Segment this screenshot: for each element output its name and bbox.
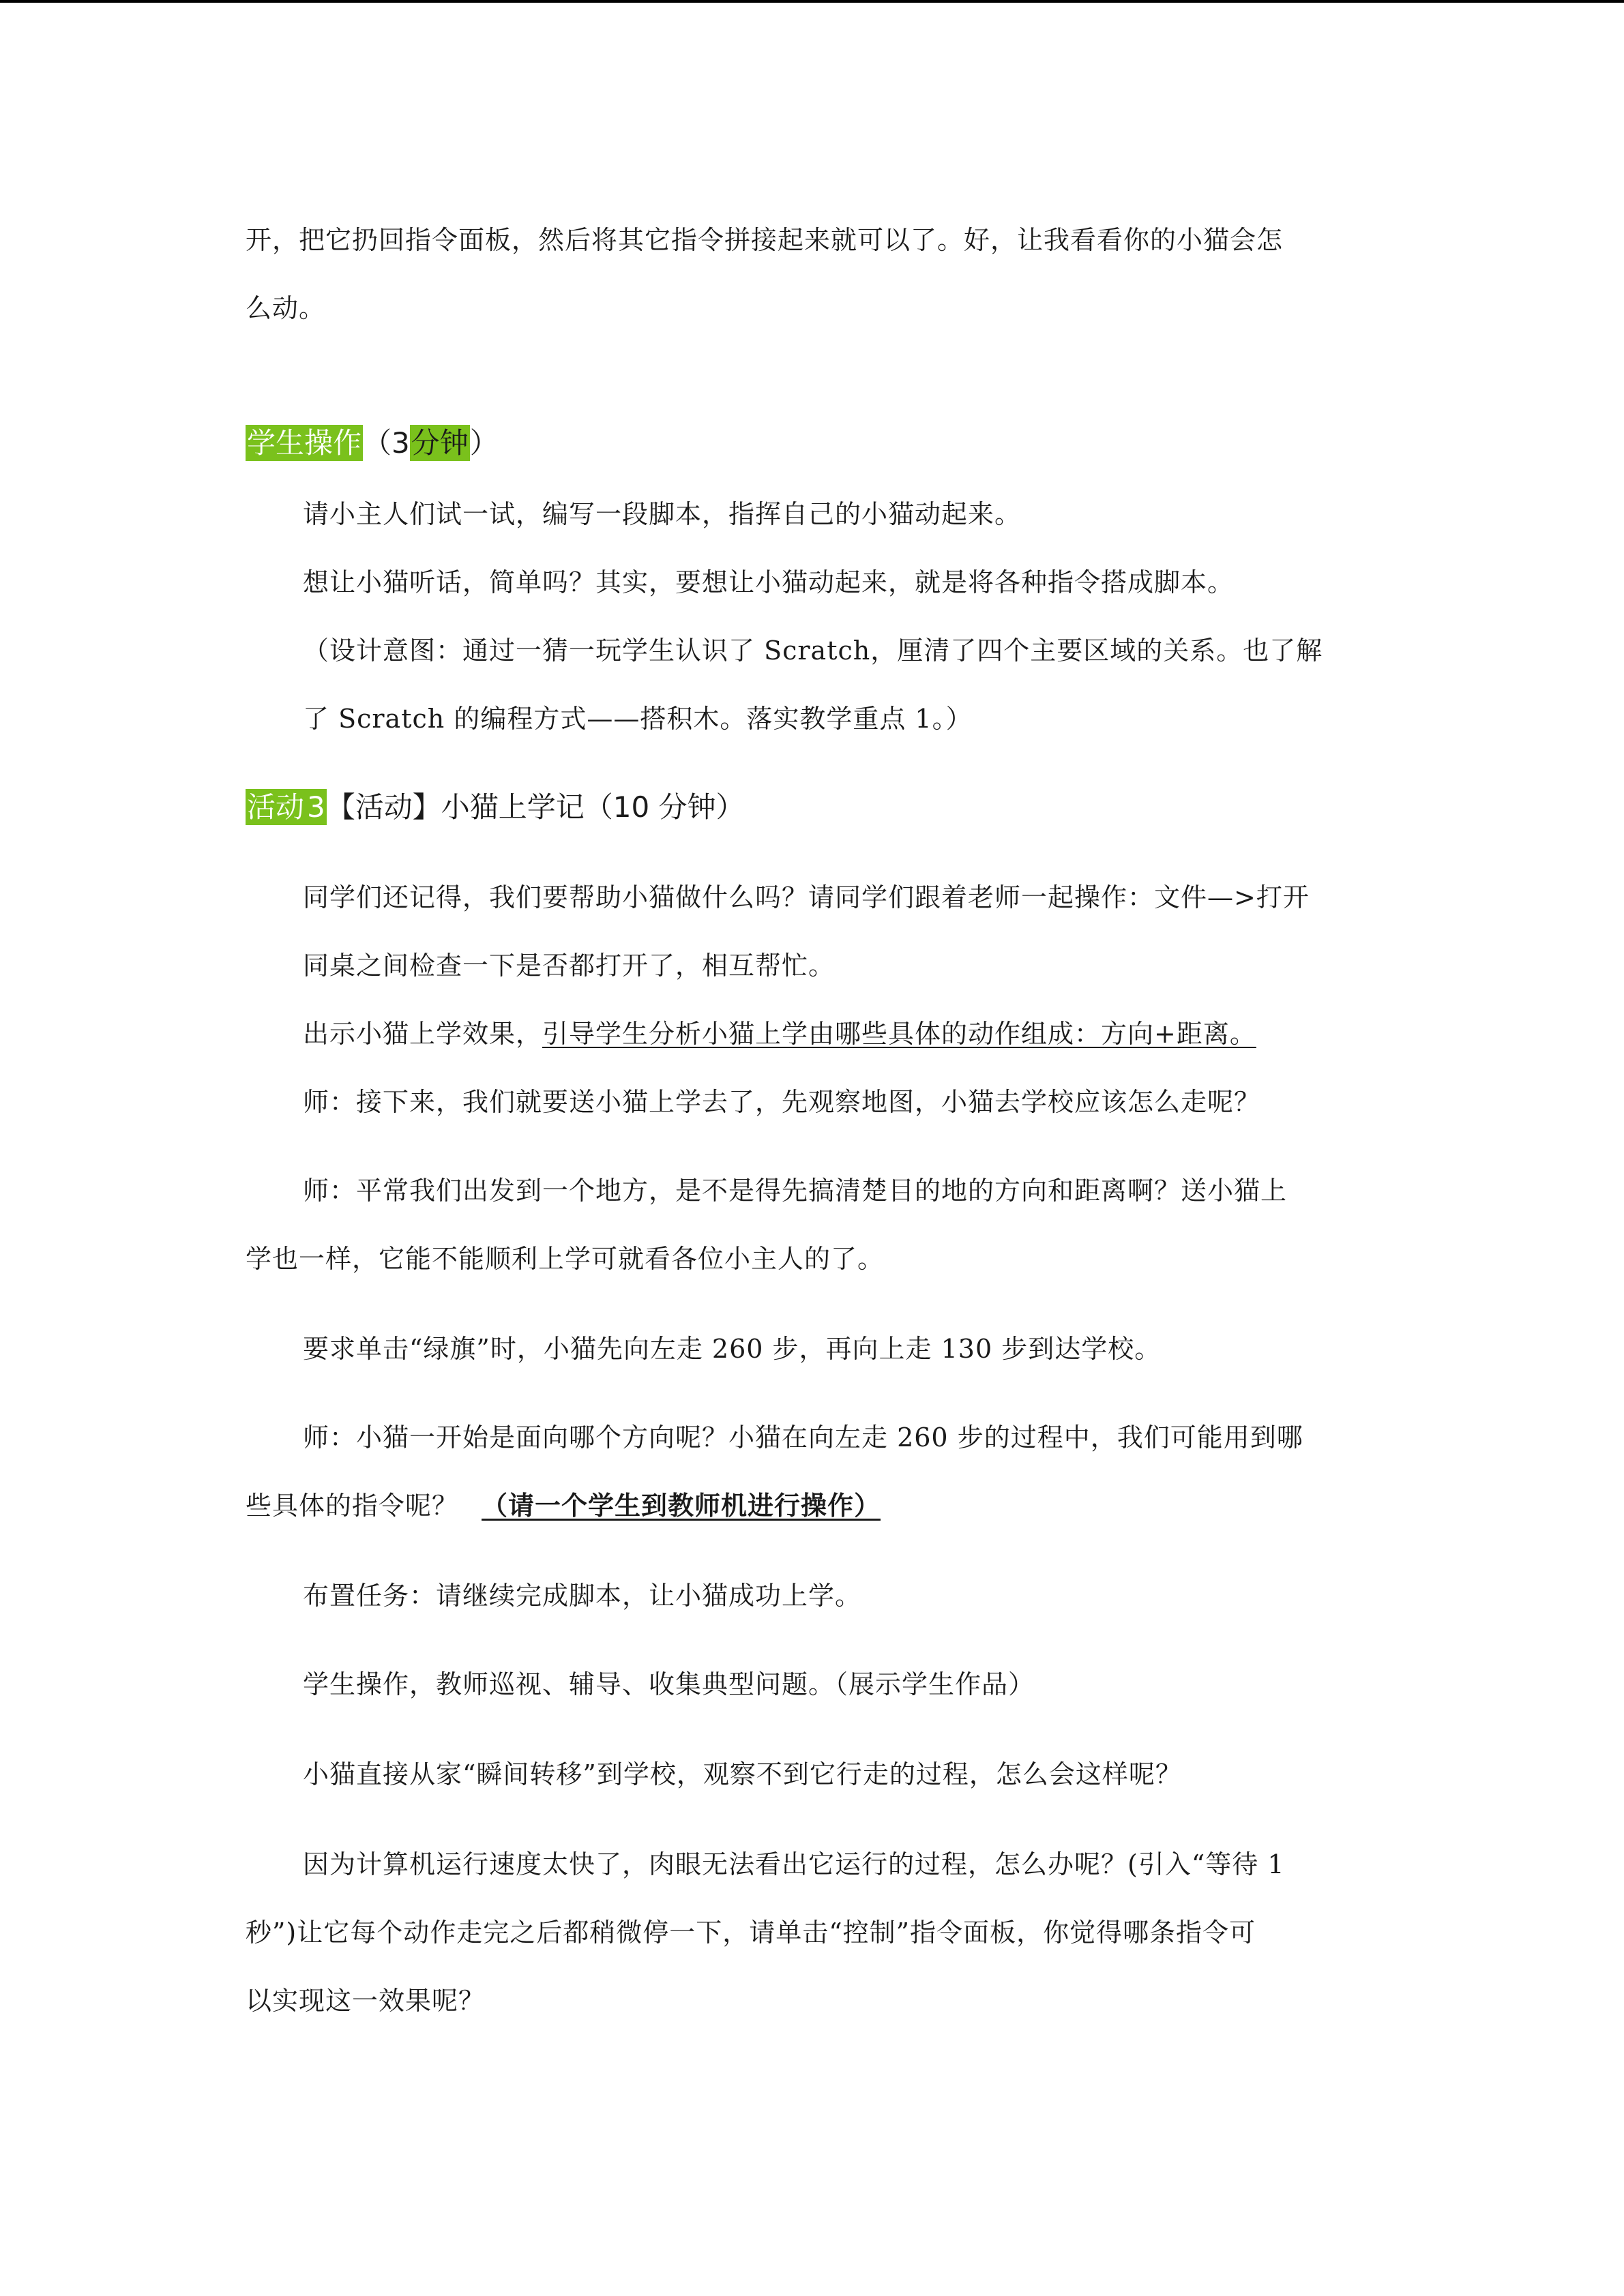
section1-design-note-line-1: （设计意图：通过一猜一玩学生认识了 Scratch，厘清了四个主要区域的关系。也了解	[303, 636, 1323, 666]
section2-paragraph-11-line-3: 以实现这一效果呢？	[246, 1986, 486, 2016]
effect-demo-text: 出示小猫上学效果，	[303, 1019, 543, 1049]
section1-design-note-line-2: 了 Scratch 的编程方式——搭积木。落实教学重点 1。）	[303, 704, 973, 734]
section1-paragraph-2: 想让小猫听话，简单吗？其实，要想让小猫动起来，就是将各种指令搭成脚本。	[303, 567, 1235, 597]
intro-line-2: 么动。	[246, 293, 326, 323]
heading-minutes-number: 3	[392, 426, 410, 460]
section2-paragraph-10: 小猫直接从家“瞬间转移”到学校，观察不到它行走的过程，怎么会这样呢？	[303, 1759, 1182, 1789]
section2-paragraph-6: 要求单击“绿旗”时，小猫先向左走 260 步，再向上走 130 步到达学校。	[303, 1334, 1162, 1364]
section2-paragraph-7-line-1: 师：小猫一开始是面向哪个方向呢？小猫在向左走 260 步的过程中，我们可能用到哪	[303, 1422, 1303, 1452]
section-heading-activity-3	[246, 786, 745, 829]
activity-highlight-label: 活动	[247, 790, 305, 824]
section2-paragraph-3	[303, 1015, 1256, 1053]
section2-paragraph-9: 学生操作，教师巡视、辅导、收集典型问题。（展示学生作品）	[303, 1669, 1035, 1699]
section-heading-student-operation	[246, 421, 499, 465]
underlined-guide-text: 引导学生分析小猫上学由哪些具体的动作组成：方向+距离。	[542, 1019, 1256, 1049]
activity-number: 3	[307, 790, 325, 824]
section1-paragraph-1: 请小主人们试一试，编写一段脚本，指挥自己的小猫动起来。	[303, 499, 1022, 529]
activity-title: 【活动】小猫上学记（10 分钟）	[326, 790, 745, 824]
question-text: 些具体的指令呢？	[246, 1491, 459, 1521]
heading-minutes-unit: 分钟	[411, 426, 469, 460]
intro-line-1: 开，把它扔回指令面板，然后将其它指令拼接起来就可以了。好，让我看看你的小猫会怎	[246, 225, 1284, 255]
section2-paragraph-4: 师：接下来，我们就要送小猫上学去了，先观察地图，小猫去学校应该怎么走呢？	[303, 1087, 1261, 1117]
section2-paragraph-5-line-2: 学也一样，它能不能顺利上学可就看各位小主人的了。	[246, 1244, 885, 1274]
section2-paragraph-11-line-1: 因为计算机运行速度太快了，肉眼无法看出它运行的过程，怎么办呢？(引入“等待 1	[303, 1849, 1285, 1879]
section2-paragraph-8: 布置任务：请继续完成脚本，让小猫成功上学。	[303, 1581, 862, 1611]
heading-paren-open: （	[363, 426, 392, 460]
heading-highlight-label: 学生操作	[247, 426, 362, 460]
section2-paragraph-11-line-2: 秒”)让它每个动作走完之后都稍微停一下，请单击“控制”指令面板，你觉得哪条指令可	[246, 1918, 1256, 1948]
top-border	[0, 0, 1624, 3]
section2-paragraph-7-line-2	[246, 1487, 881, 1525]
heading-paren-close: ）	[469, 426, 499, 460]
section2-paragraph-1: 同学们还记得，我们要帮助小猫做什么吗？请同学们跟着老师一起操作：文件—>打开	[303, 882, 1310, 912]
section2-paragraph-5-line-1: 师：平常我们出发到一个地方，是不是得先搞清楚目的地的方向和距离啊？送小猫上	[303, 1176, 1288, 1206]
underlined-instruction-text: （请一个学生到教师机进行操作）	[482, 1490, 881, 1521]
section2-paragraph-2: 同桌之间检查一下是否都打开了，相互帮忙。	[303, 951, 836, 981]
